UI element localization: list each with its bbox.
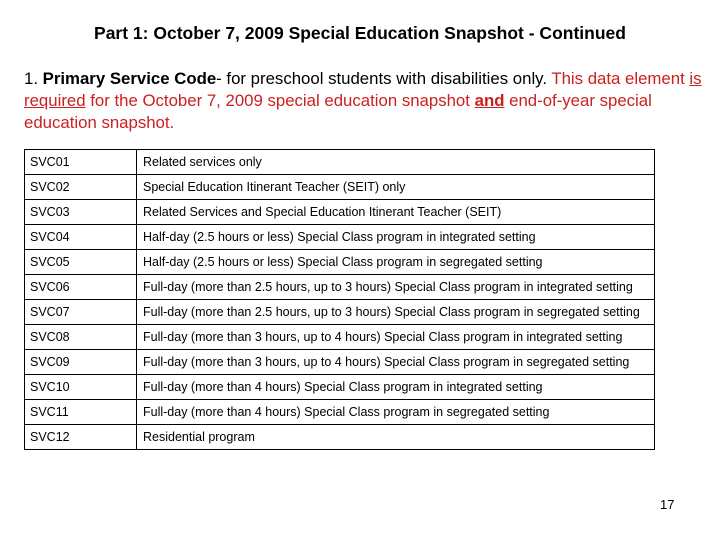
code-cell: SVC04 — [25, 225, 137, 250]
description-cell: Full-day (more than 2.5 hours, up to 3 hours) Special Class program in integrated setting — [137, 275, 655, 300]
table-row — [25, 225, 655, 250]
table-row — [25, 375, 655, 400]
intro-number: 1. — [24, 69, 43, 88]
table-row — [25, 150, 655, 175]
table-row — [25, 250, 655, 275]
table-row — [25, 425, 655, 450]
table-row — [25, 175, 655, 200]
code-cell: SVC11 — [25, 400, 137, 425]
code-cell: SVC07 — [25, 300, 137, 325]
intro-red-1: This data element — [551, 69, 690, 88]
description-cell: Full-day (more than 4 hours) Special Class program in segregated setting — [137, 400, 655, 425]
intro-paragraph — [24, 68, 704, 134]
intro-dash: - for preschool students with disabilities only. — [216, 69, 552, 88]
code-cell: SVC06 — [25, 275, 137, 300]
code-cell: SVC12 — [25, 425, 137, 450]
code-cell: SVC10 — [25, 375, 137, 400]
code-cell: SVC09 — [25, 350, 137, 375]
code-cell: SVC01 — [25, 150, 137, 175]
intro-red-and: and — [474, 91, 505, 110]
page-number: 17 — [660, 497, 675, 512]
service-code-table — [24, 149, 655, 450]
intro-red-underline-1: is required — [24, 69, 702, 110]
table-row — [25, 400, 655, 425]
description-cell: Half-day (2.5 hours or less) Special Class program in segregated setting — [137, 250, 655, 275]
table-row — [25, 275, 655, 300]
table-row — [25, 350, 655, 375]
description-cell: Special Education Itinerant Teacher (SEIT) only — [137, 175, 655, 200]
page-title: Part 1: October 7, 2009 Special Education Snapshot - Continued — [94, 23, 626, 43]
table-row — [25, 300, 655, 325]
code-cell: SVC05 — [25, 250, 137, 275]
description-cell: Residential program — [137, 425, 655, 450]
code-cell: SVC03 — [25, 200, 137, 225]
code-cell: SVC08 — [25, 325, 137, 350]
intro-red-2: for the October 7, 2009 special education snapshot — [85, 91, 475, 110]
intro-red-3: end-of-year special education snapshot. — [24, 91, 652, 132]
description-cell: Full-day (more than 4 hours) Special Class program in integrated setting — [137, 375, 655, 400]
description-cell: Related Services and Special Education Itinerant Teacher (SEIT) — [137, 200, 655, 225]
description-cell: Full-day (more than 2.5 hours, up to 3 hours) Special Class program in segregated setting — [137, 300, 655, 325]
description-cell: Full-day (more than 3 hours, up to 4 hours) Special Class program in segregated setting — [137, 350, 655, 375]
code-cell: SVC02 — [25, 175, 137, 200]
table-row — [25, 325, 655, 350]
description-cell: Full-day (more than 3 hours, up to 4 hours) Special Class program in integrated setting — [137, 325, 655, 350]
description-cell: Half-day (2.5 hours or less) Special Class program in integrated setting — [137, 225, 655, 250]
table-row — [25, 200, 655, 225]
intro-label: Primary Service Code — [42, 69, 217, 88]
description-cell: Related services only — [137, 150, 655, 175]
